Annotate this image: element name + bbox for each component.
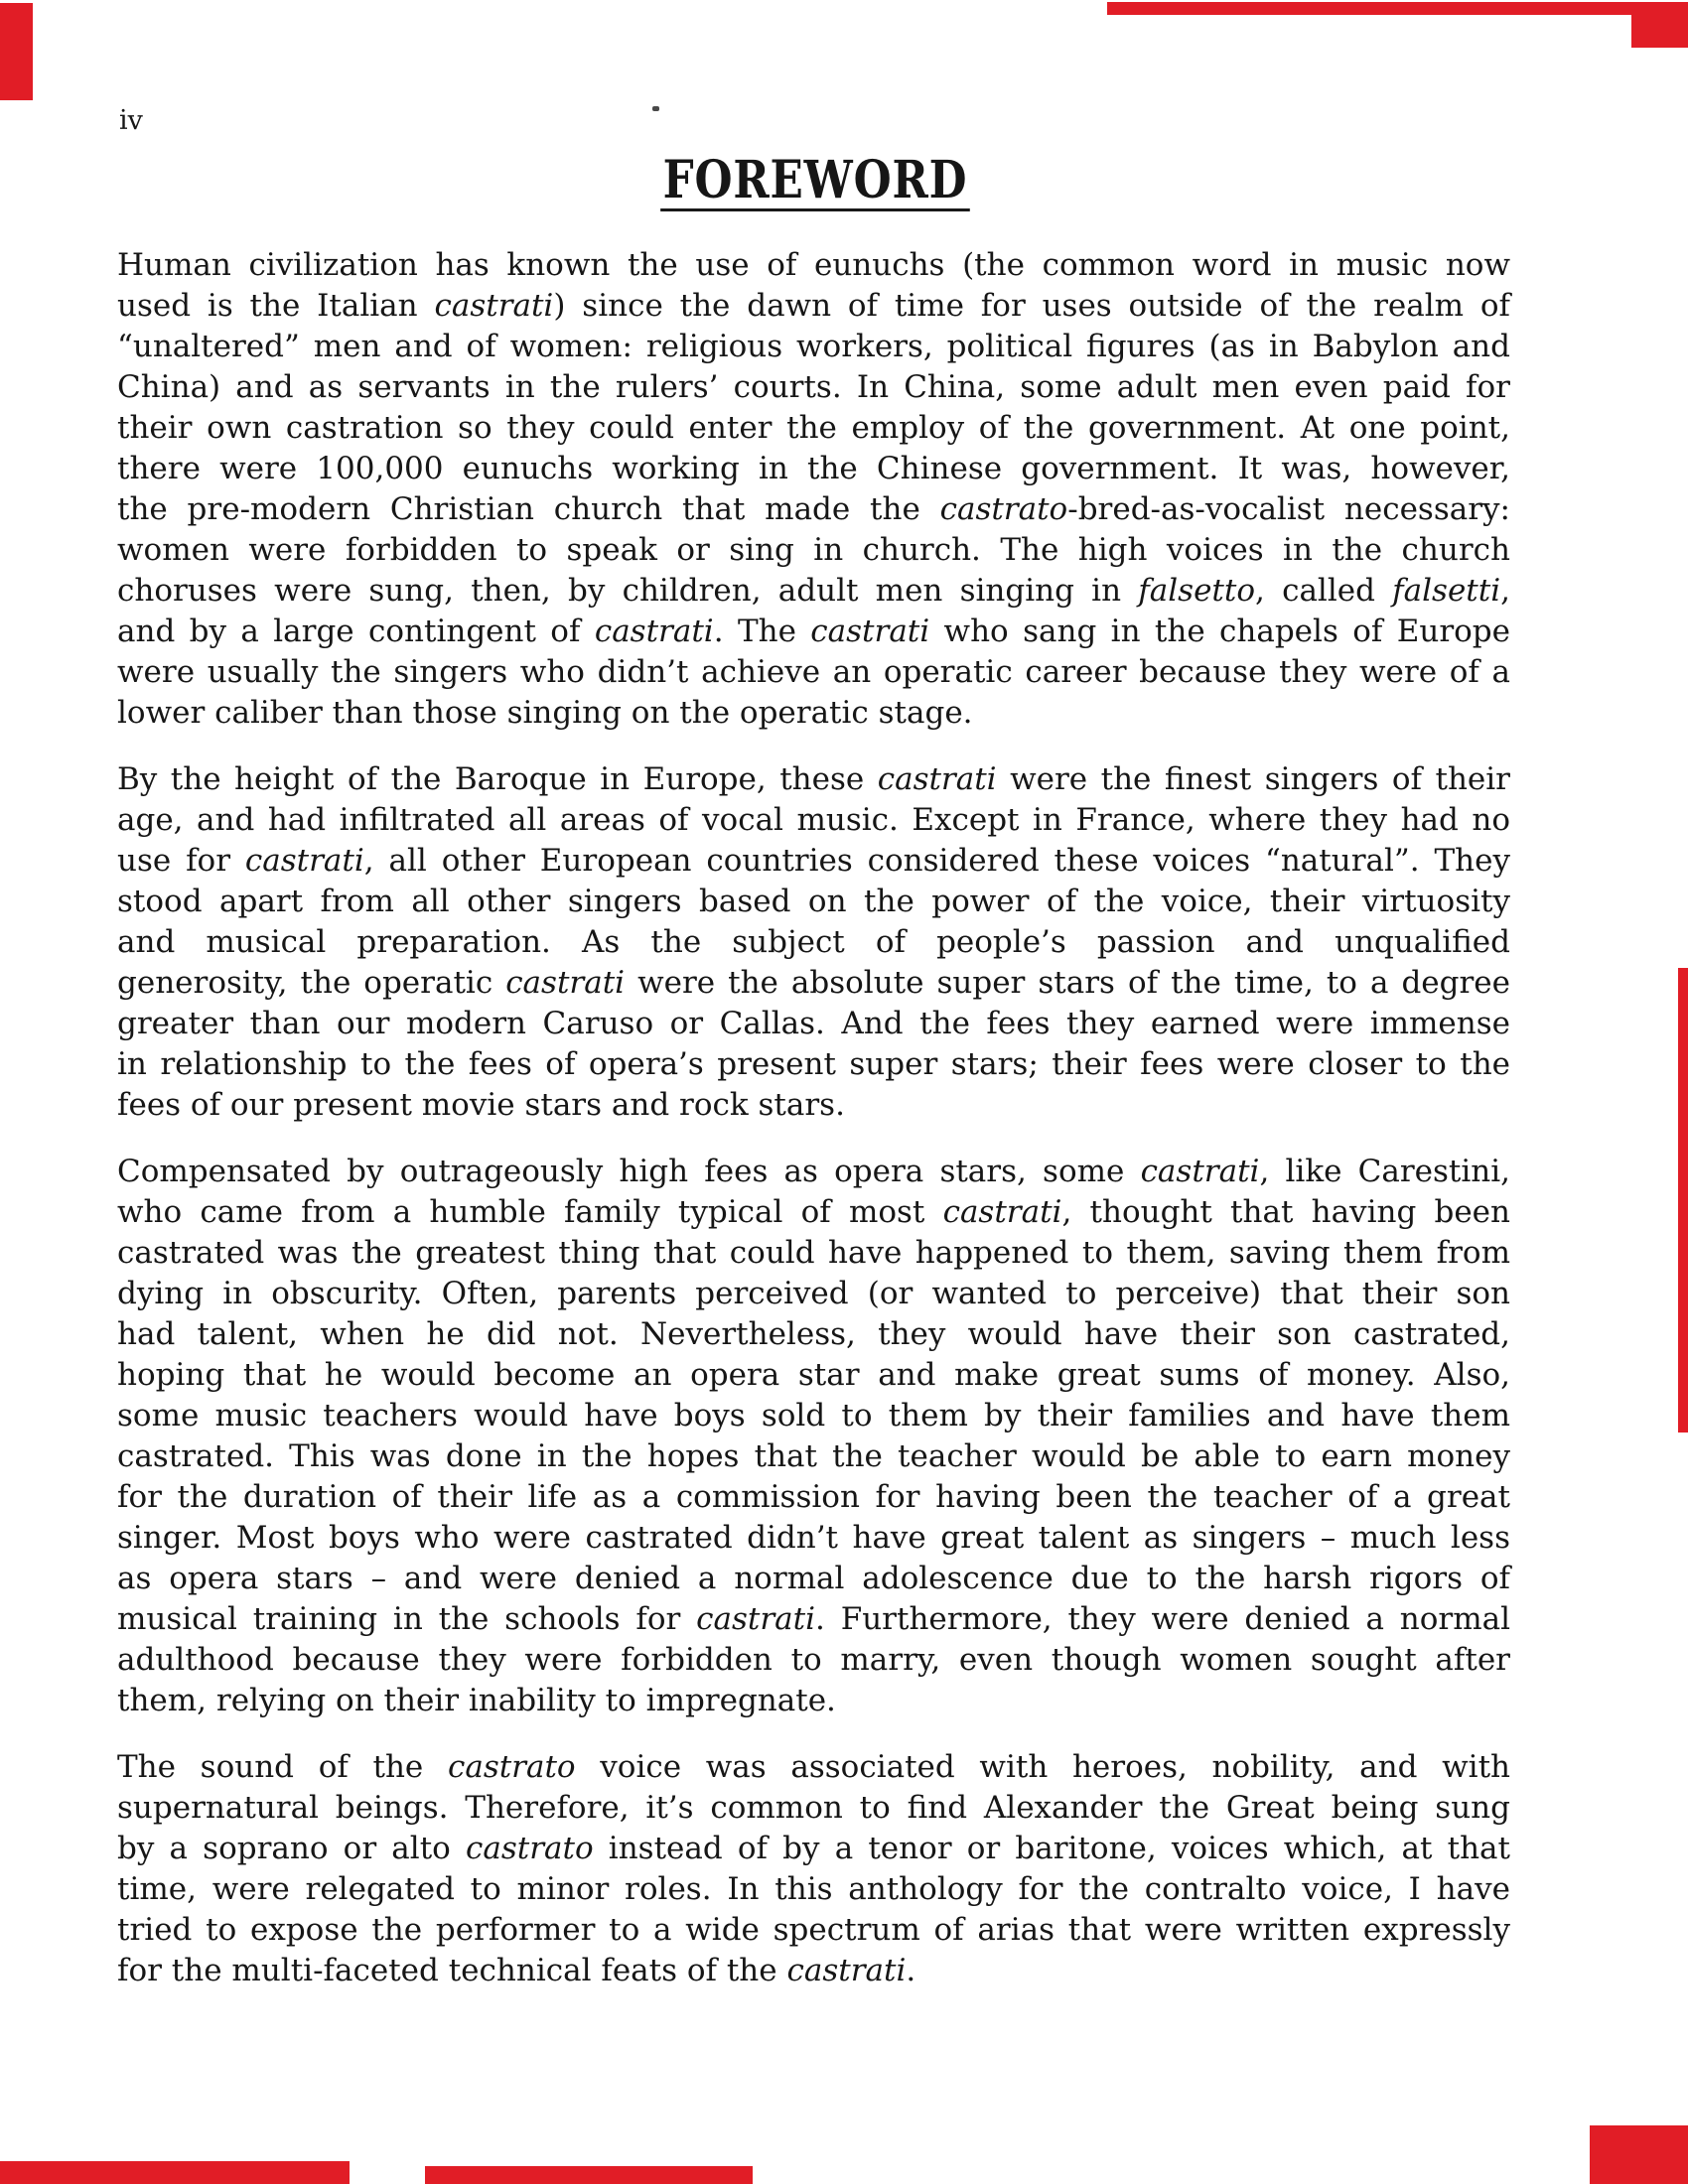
text-line: adulthood because they were forbidden to marry, even though women sought after <box>117 1642 1510 1678</box>
scan-mark-top-right-strip <box>1107 2 1688 15</box>
text-line: were usually the singers who didn’t achieve an operatic career because they were of a <box>117 654 1510 690</box>
text-line: by a soprano or alto castrato instead of by a tenor or baritone, voices which, at that <box>117 1831 1510 1866</box>
scan-speck <box>652 106 659 111</box>
scan-mark-bottom-middle <box>425 2166 753 2184</box>
text-line: fees of our present movie stars and rock stars. <box>117 1087 845 1123</box>
text-line: their own castration so they could enter the employ of the government. At one point, <box>117 410 1510 446</box>
text-line: who came from a humble family typical of most castrati, thought that having been <box>117 1194 1510 1230</box>
text-line: use for castrati, all other European countries considered these voices “natural”. They <box>117 843 1510 879</box>
page-title: FOREWORD <box>660 155 970 211</box>
text-line: women were forbidden to speak or sing in church. The high voices in the church <box>117 532 1510 568</box>
text-line: choruses were sung, then, by children, adult men singing in falsetto, called falsetti, <box>117 573 1510 609</box>
text-line: the pre-modern Christian church that made the castrato-bred-as-vocalist necessary: <box>117 491 1510 527</box>
text-line: them, relying on their inability to impregnate. <box>117 1683 836 1718</box>
paragraph-4 <box>117 1747 1510 1991</box>
text-line: generosity, the operatic castrati were the absolute super stars of the time, to a degree <box>117 965 1510 1001</box>
paragraph-3 <box>117 1152 1510 1721</box>
text-line: dying in obscurity. Often, parents perceived (or wanted to perceive) that their son <box>117 1276 1510 1311</box>
page-number: iv <box>119 105 143 136</box>
text-line: Human civilization has known the use of eunuchs (the common word in music now <box>117 247 1510 283</box>
scan-mark-bottom-left <box>0 2161 350 2184</box>
text-line: greater than our modern Caruso or Callas. And the fees they earned were immense <box>117 1006 1510 1041</box>
text-line: had talent, when he did not. Nevertheless, they would have their son castrated, <box>117 1316 1510 1352</box>
text-line: The sound of the castrato voice was associated with heroes, nobility, and with <box>117 1749 1510 1785</box>
scan-mark-bottom-right <box>1590 2125 1688 2184</box>
text-line: lower caliber than those singing on the operatic stage. <box>117 695 973 731</box>
text-line: for the multi-faceted technical feats of the castrati. <box>117 1953 916 1988</box>
text-line: tried to expose the performer to a wide spectrum of arias that were written expressly <box>117 1912 1510 1948</box>
text-line: musical training in the schools for castrati. Furthermore, they were denied a normal <box>117 1601 1510 1637</box>
text-line: Compensated by outrageously high fees as opera stars, some castrati, like Carestini, <box>117 1154 1511 1189</box>
paragraph-2 <box>117 759 1510 1126</box>
foreword-body <box>117 245 1510 1991</box>
text-line: castrated. This was done in the hopes that the teacher would be able to earn money <box>117 1438 1510 1474</box>
paragraph-1 <box>117 245 1510 734</box>
text-line: some music teachers would have boys sold to them by their families and have them <box>117 1398 1510 1433</box>
text-line: castrated was the greatest thing that could have happened to them, saving them from <box>117 1235 1510 1271</box>
text-line: hoping that he would become an opera star and make great sums of money. Also, <box>117 1357 1510 1393</box>
text-line: for the duration of their life as a commission for having been the teacher of a great <box>117 1479 1510 1515</box>
scan-mark-top-right-corner <box>1631 2 1688 48</box>
text-line: there were 100,000 eunuchs working in the Chinese government. It was, however, <box>117 451 1510 486</box>
text-line: as opera stars – and were denied a normal adolescence due to the harsh rigors of <box>117 1561 1510 1596</box>
text-line: and by a large contingent of castrati. The castrati who sang in the chapels of Europe <box>117 614 1510 649</box>
text-line: in relationship to the fees of opera’s present super stars; their fees were closer to the <box>117 1046 1510 1082</box>
text-line: China) and as servants in the rulers’ courts. In China, some adult men even paid for <box>117 369 1510 405</box>
text-line: time, were relegated to minor roles. In this anthology for the contralto voice, I have <box>117 1871 1510 1907</box>
text-line: “unaltered” men and of women: religious workers, political figures (as in Babylon and <box>117 329 1510 364</box>
text-line: stood apart from all other singers based on the power of the voice, their virtuosity <box>117 884 1510 919</box>
text-line: and musical preparation. As the subject of people’s passion and unqualified <box>117 924 1510 960</box>
text-line: singer. Most boys who were castrated didn’t have great talent as singers – much less <box>117 1520 1510 1556</box>
page-title-wrap <box>660 150 970 211</box>
text-line: By the height of the Baroque in Europe, these castrati were the finest singers of their <box>117 761 1511 797</box>
text-line: age, and had infiltrated all areas of vocal music. Except in France, where they had no <box>117 802 1510 838</box>
text-line: supernatural beings. Therefore, it’s common to find Alexander the Great being sung <box>117 1790 1510 1826</box>
scan-mark-top-left <box>0 3 33 100</box>
scan-mark-right-edge-bar <box>1678 968 1688 1433</box>
text-line: used is the Italian castrati) since the dawn of time for uses outside of the realm of <box>117 288 1510 324</box>
